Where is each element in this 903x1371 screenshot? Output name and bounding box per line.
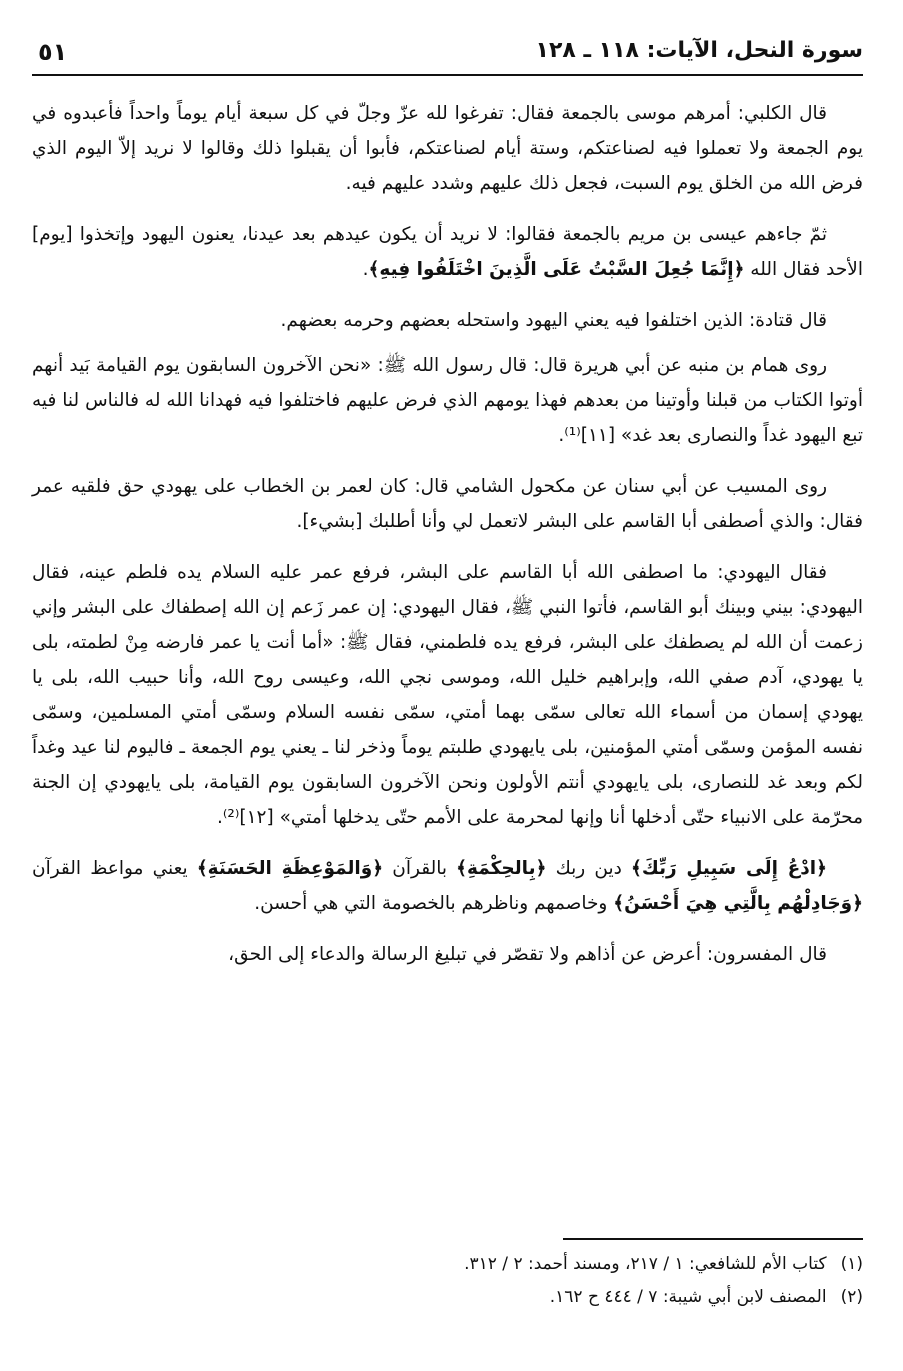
paragraph-text: . xyxy=(362,259,369,280)
paragraph-text: يعني مواعظ القرآن xyxy=(32,858,197,879)
quran-verse: ﴿وَجَادِلْهُم بِالَّتِي هِيَ أَحْسَنُ﴾ xyxy=(613,893,863,914)
paragraph-kalbi: قال الكلبي: أمرهم موسى بالجمعة فقال: تفرغوا لله عزّ وجلّ في كل سبعة أيام يوماً واحداً فأعبدوه في يوم الجمعة ولا تعملوا فيه لصناعتكم، وستة أيام لصناعتكم، فأبوا أن يقبلوا ذلك وقالوا لا نريد إلاّ اليوم الذي فرض الله من الخلق يوم السبت، فجعل ذلك عليهم وشدد عليهم فيه. xyxy=(32,103,863,194)
paragraph-qatada: قال قتادة: الذين اختلفوا فيه يعني اليهود واستحله بعضهم وحرمه بعضهم. xyxy=(280,310,827,331)
paragraph-isa xyxy=(32,217,863,287)
running-title: سورة النحل، الآيات: ١١٨ ـ ١٢٨ xyxy=(535,38,863,63)
footnotes xyxy=(32,1238,863,1314)
quran-verse: ﴿إِنَّمَا جُعِلَ السَّبْتُ عَلَى الَّذِينَ اخْتَلَفُوا فِيهِ﴾ xyxy=(368,259,745,280)
running-header xyxy=(32,38,863,76)
page-number: ٥١ xyxy=(38,38,68,66)
footnote-number: (١) xyxy=(840,1254,863,1274)
footnote-divider xyxy=(563,1238,863,1240)
paragraph-yahudi: فقال اليهودي: ما اصطفى الله أبا القاسم على البشر، فرفع عمر عليه السلام يده فلطم عينه، فقال اليهودي: بيني وبينك أبو القاسم، فأتوا النبي ﷺ، فقال اليهودي: إن عمر زَعم إن الله إصطفاك على البشر وإني زعمت أن الله لم يصطفك على البشر، فرفع يده فلطمني، فقال ﷺ: «أما أنت يا عمر فارضه مِنْ لطمته، بلى يا يهودي، آدم صفي الله، وإبراهيم خليل الله، وموسى نجي الله، وعيسى روح الله، وأنا حبيب الله، بلى يا يهودي إسمان من أسماء الله تعالى سمّى بهما أمتي، سمّى نفسه السلام وسمّى أمتي المسلمين، وسمّى نفسه المؤمن وسمّى أمتي المؤمنين، بلى يايهودي طلبتم يوماً وذخر لنا ـ يعني يوم الجمعة ـ فاليوم لنا عيد وغداً لكم وبعد غد للنصارى، بلى يايهودي أنتم الأولون ونحن الآخرون السابقون يوم القيامة، بلى يايهودي إن الجنة محرّمة على الانبياء حتّى أدخلها أنا وإنها لمحرمة على الأمم حتّى يدخلها أمتي» [١٢]⁽²⁾. xyxy=(32,562,863,828)
quran-verse: ﴿وَالمَوْعِظَةِ الحَسَنَةِ﴾ xyxy=(196,858,384,879)
paragraph-musayyab: روى المسيب عن أبي سنان عن مكحول الشامي قال: كان لعمر بن الخطاب على يهودي حق فلقيه عمر فقال: والذي أصطفى أبا القاسم على البشر لاتعمل لي وأنا أطلبك [بشيء]. xyxy=(32,476,863,532)
paragraph-verse-commentary xyxy=(32,851,863,921)
paragraph-text: ثمّ جاءهم عيسى بن مريم بالجمعة فقالوا: لا نريد أن يكون عيدهم بعد عيدنا، يعنون اليهود وإتخذوا [يوم] الأحد فقال الله xyxy=(32,224,863,280)
quran-verse: ﴿ادْعُ إِلَى سَبِيلِ رَبِّكَ﴾ xyxy=(631,858,827,879)
paragraph-mufassirun: قال المفسرون: أعرض عن أذاهم ولا تقصّر في تبليغ الرسالة والدعاء إلى الحق، xyxy=(228,944,827,965)
body-text xyxy=(32,96,863,988)
footnote-number: (٢) xyxy=(840,1287,863,1307)
footnote-item xyxy=(32,1248,863,1281)
book-page xyxy=(32,0,863,1371)
footnote-item xyxy=(32,1281,863,1314)
paragraph-text: دين ربك xyxy=(546,858,632,879)
footnote-text: المصنف لابن أبي شيبة: ٧ / ٤٤٤ ح ١٦٢. xyxy=(549,1287,827,1307)
paragraph-text: وخاصمهم وناظرهم بالخصومة التي هي أحسن. xyxy=(254,893,614,914)
footnote-text: كتاب الأم للشافعي: ١ / ٢١٧، ومسند أحمد: ٢ / ٣١٢. xyxy=(464,1254,827,1274)
paragraph-hammam: روى همام بن منبه عن أبي هريرة قال: قال رسول الله ﷺ: «نحن الآخرون السابقون يوم القيامة بَيد أنهم أوتوا الكتاب من قبلنا وأوتينا من بعدهم فهذا يومهم الذي فرض عليهم فاختلفوا فيه فهدانا الله له فالناس لنا فيه تبع اليهود غداً والنصارى بعد غد» [١١]⁽¹⁾. xyxy=(32,355,863,446)
paragraph-text: بالقرآن xyxy=(383,858,457,879)
quran-verse: ﴿بِالحِكْمَةِ﴾ xyxy=(456,858,547,879)
